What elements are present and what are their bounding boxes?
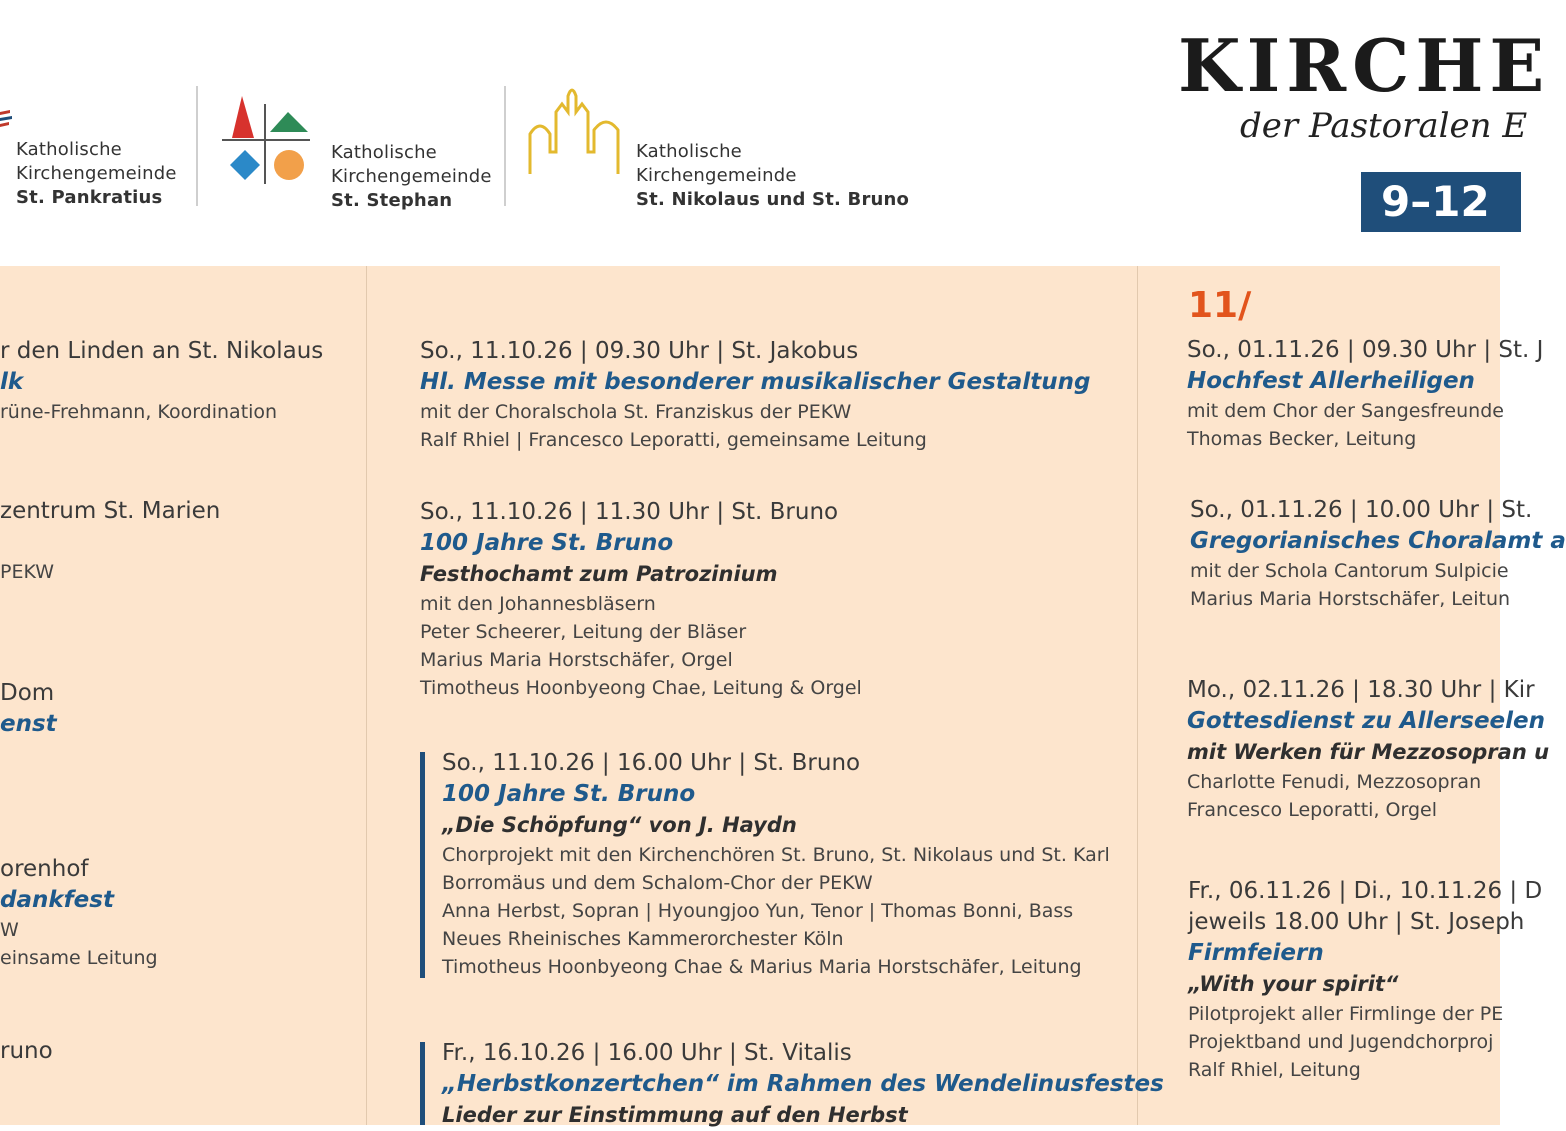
event-entry	[0, 336, 323, 426]
event-title: Gottesdienst zu Allerseelen	[1187, 708, 1545, 734]
event-date: So., 01.11.26 | 09.30 Uhr | St. J	[1187, 337, 1544, 363]
event-title: Firmfeiern	[1188, 940, 1324, 966]
event-detail: Timotheus Hoonbyeong Chae, Leitung & Orgel	[420, 677, 862, 699]
event-date: So., 11.10.26 | 09.30 Uhr | St. Jakobus	[420, 338, 859, 364]
page-subtitle: der Pastoralen E	[1240, 106, 1528, 146]
logo-line: St. Stephan	[331, 190, 453, 211]
logo-line: St. Pankratius	[16, 187, 163, 208]
event-title: Hochfest Allerheiligen	[1187, 368, 1475, 394]
event-date: Fr., 06.11.26 | Di., 10.11.26 | D	[1188, 878, 1543, 904]
event-detail: mit den Johannesbläsern	[420, 593, 656, 615]
event-entry	[1188, 876, 1542, 1084]
event-detail: Chorprojekt mit den Kirchenchören St. Bruno, St. Nikolaus und St. Karl	[442, 844, 1110, 866]
event-detail: Francesco Leporatti, Orgel	[1187, 799, 1437, 821]
highlight-bar	[420, 1042, 425, 1125]
logo-stephan-text	[331, 141, 492, 213]
event-subtitle: mit Werken für Mezzosopran u	[1187, 740, 1550, 764]
logo-nikolaus-bruno-text	[636, 140, 909, 212]
event-detail: Anna Herbst, Sopran | Hyoungjoo Yun, Tenor | Thomas Bonni, Bass	[442, 900, 1074, 922]
event-detail: Borromäus und dem Schalom-Chor der PEKW	[442, 872, 873, 894]
event-title: 100 Jahre St. Bruno	[442, 781, 696, 807]
nikolaus-bruno-church-icon	[526, 82, 622, 178]
event-date: zentrum St. Marien	[0, 498, 221, 524]
column-divider	[1137, 266, 1138, 1125]
event-detail: Peter Scheerer, Leitung der Bläser	[420, 621, 747, 643]
event-entry	[442, 1038, 1164, 1131]
logo-line: Katholische	[331, 142, 437, 163]
event-date: So., 01.11.26 | 10.00 Uhr | St.	[1190, 497, 1533, 523]
event-detail: mit der Choralschola St. Franziskus der PEKW	[420, 401, 852, 423]
event-title: enst	[0, 711, 57, 737]
stephan-logo-icon	[220, 94, 312, 186]
event-date: So., 11.10.26 | 16.00 Uhr | St. Bruno	[442, 750, 861, 776]
event-detail: einsame Leitung	[0, 947, 158, 969]
event-detail: Ralf Rhiel | Francesco Leporatti, gemeinsame Leitung	[420, 429, 927, 451]
pankratius-logo-icon	[0, 108, 14, 138]
page-header	[0, 0, 1551, 266]
highlight-bar	[420, 752, 425, 978]
event-detail: Timotheus Hoonbyeong Chae & Marius Maria Horstschäfer, Leitung	[442, 956, 1082, 978]
logo-line: Katholische	[16, 139, 122, 160]
event-entry	[420, 497, 862, 702]
event-detail: Charlotte Fenudi, Mezzosopran	[1187, 771, 1482, 793]
logo-line: Katholische	[636, 141, 742, 162]
logo-line: St. Nikolaus und St. Bruno	[636, 189, 910, 210]
event-detail: Ralf Rhiel, Leitung	[1188, 1059, 1361, 1081]
event-detail: Thomas Becker, Leitung	[1187, 428, 1417, 450]
column-divider	[366, 266, 367, 1125]
logo-line: Kirchengemeinde	[636, 165, 797, 186]
event-detail: PEKW	[0, 561, 55, 583]
event-title	[0, 527, 220, 558]
event-title: lk	[0, 369, 24, 395]
event-entry	[1190, 495, 1566, 613]
event-date: Mo., 02.11.26 | 18.30 Uhr | Kir	[1187, 677, 1535, 703]
event-subtitle: „With your spirit“	[1188, 972, 1399, 996]
event-subtitle: „Die Schöpfung“ von J. Haydn	[442, 813, 797, 837]
logo-pankratius-text	[16, 138, 177, 210]
event-title: Gregorianisches Choralamt a	[1190, 528, 1566, 554]
event-entry	[0, 496, 220, 586]
event-entry	[1187, 675, 1549, 824]
month-heading: 11/	[1188, 285, 1252, 326]
event-entry	[0, 1036, 53, 1067]
event-detail: rüne-Frehmann, Koordination	[0, 401, 278, 423]
event-title: dankfest	[0, 887, 114, 913]
event-title: 100 Jahre St. Bruno	[420, 530, 674, 556]
logo-line: Kirchengemeinde	[16, 163, 177, 184]
event-date: Fr., 16.10.26 | 16.00 Uhr | St. Vitalis	[442, 1040, 852, 1066]
logo-divider	[196, 86, 198, 206]
event-entry	[442, 748, 1110, 981]
event-subtitle: Lieder zur Einstimmung auf den Herbst	[442, 1103, 908, 1127]
event-entry	[0, 854, 158, 972]
event-entry	[0, 678, 57, 740]
event-detail: mit der Schola Cantorum Sulpicie	[1190, 560, 1509, 582]
event-detail: Pilotprojekt aller Firmlinge der PE	[1188, 1003, 1504, 1025]
event-detail: Marius Maria Horstschäfer, Orgel	[420, 649, 733, 671]
event-entry	[1187, 335, 1543, 453]
event-detail: Neues Rheinisches Kammerorchester Köln	[442, 928, 844, 950]
event-date: So., 11.10.26 | 11.30 Uhr | St. Bruno	[420, 499, 839, 525]
date-range-badge: 9–12	[1361, 172, 1521, 232]
event-detail: Projektband und Jugendchorproj	[1188, 1031, 1494, 1053]
logo-divider	[504, 86, 506, 206]
event-subtitle: Festhochamt zum Patrozinium	[420, 562, 778, 586]
program-content	[0, 266, 1566, 1127]
event-title: Hl. Messe mit besonderer musikalischer Gestaltung	[420, 369, 1091, 395]
event-title: „Herbstkonzertchen“ im Rahmen des Wendelinusfestes	[442, 1071, 1164, 1097]
event-date: jeweils 18.00 Uhr | St. Joseph	[1188, 909, 1525, 935]
event-detail: W	[0, 919, 19, 941]
event-date: r den Linden an St. Nikolaus	[0, 338, 324, 364]
event-entry	[420, 336, 1090, 454]
event-detail: Marius Maria Horstschäfer, Leitun	[1190, 588, 1511, 610]
event-date: orenhof	[0, 856, 89, 882]
event-date: runo	[0, 1038, 53, 1064]
logo-line: Kirchengemeinde	[331, 166, 492, 187]
event-detail: mit dem Chor der Sangesfreunde	[1187, 400, 1504, 422]
event-date: Dom	[0, 680, 55, 706]
page-title: KIRCHE	[1178, 23, 1551, 108]
